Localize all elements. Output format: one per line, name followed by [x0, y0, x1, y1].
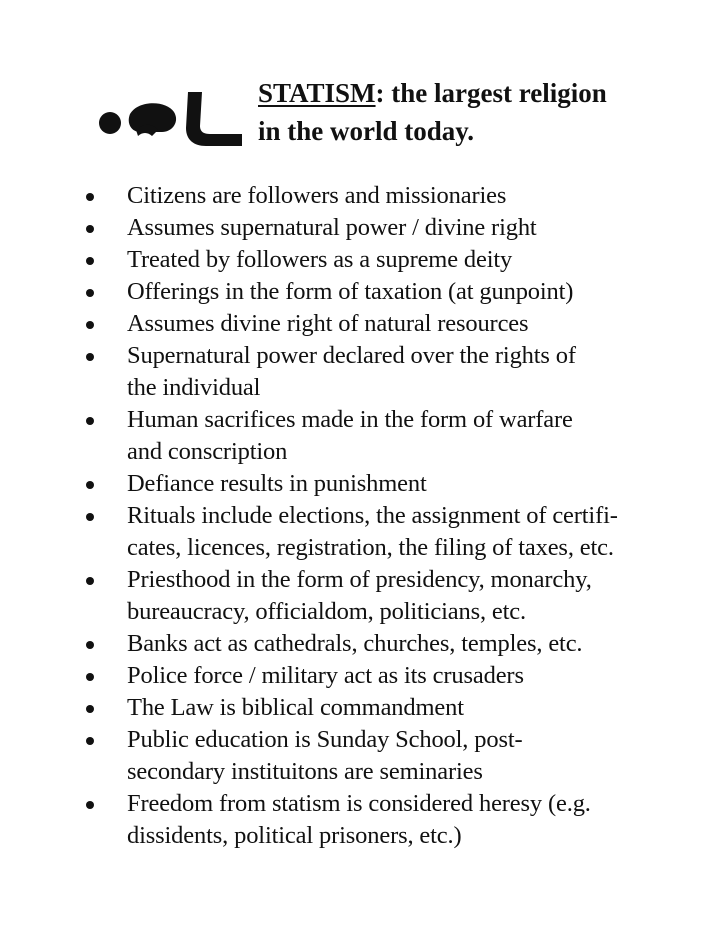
- bullet-icon: [86, 705, 94, 713]
- list-item-text: cates, licences, registration, the filing of taxes, etc.: [127, 534, 614, 561]
- bullet-icon: [86, 289, 94, 297]
- page-title: [258, 74, 698, 150]
- bullet-icon: [86, 193, 94, 201]
- list-item-text: Priesthood in the form of presidency, monarchy,: [127, 566, 592, 593]
- bullet-icon: [86, 481, 94, 489]
- prostrating-figure-icon: [96, 86, 244, 148]
- list-item-text: Freedom from statism is considered heresy (e.g.: [127, 790, 591, 817]
- list-item-text: The Law is biblical commandment: [127, 694, 464, 721]
- list-item-text: Police force / military act as its crusaders: [127, 662, 524, 689]
- list-item-text: the individual: [127, 374, 261, 401]
- bullet-icon: [86, 321, 94, 329]
- list-item: [0, 340, 720, 404]
- bullet-icon: [86, 353, 94, 361]
- list-item: [0, 212, 720, 244]
- list-item-text: Human sacrifices made in the form of warfare: [127, 406, 573, 433]
- title-line-2: in the world today.: [258, 116, 475, 146]
- list-item-text: bureaucracy, officialdom, politicians, etc.: [127, 598, 526, 625]
- list-item: [0, 500, 720, 564]
- list-item: [0, 468, 720, 500]
- list-item-text: Offerings in the form of taxation (at gunpoint): [127, 278, 574, 305]
- bullet-list: [0, 180, 720, 852]
- list-item-text: Defiance results in punishment: [127, 470, 427, 497]
- list-item: [0, 276, 720, 308]
- list-item-text: Assumes divine right of natural resources: [127, 310, 529, 337]
- header: [0, 0, 720, 160]
- list-item-text: Assumes supernatural power / divine right: [127, 214, 537, 241]
- list-item-text: Citizens are followers and missionaries: [127, 182, 507, 209]
- list-item: [0, 724, 720, 788]
- bullet-icon: [86, 417, 94, 425]
- bullet-icon: [86, 737, 94, 745]
- list-item-text: dissidents, political prisoners, etc.): [127, 822, 462, 849]
- bullet-icon: [86, 801, 94, 809]
- bullet-icon: [86, 577, 94, 585]
- bullet-icon: [86, 673, 94, 681]
- list-item-text: Supernatural power declared over the rights of: [127, 342, 576, 369]
- list-item: [0, 180, 720, 212]
- bullet-icon: [86, 513, 94, 521]
- list-item-text: and conscription: [127, 438, 288, 465]
- list-item-text: Public education is Sunday School, post-: [127, 726, 523, 753]
- bullet-icon: [86, 641, 94, 649]
- title-keyword: STATISM: [258, 78, 376, 108]
- list-item-text: Banks act as cathedrals, churches, temples, etc.: [127, 630, 583, 657]
- bullet-icon: [86, 225, 94, 233]
- list-item: [0, 308, 720, 340]
- list-item-text: secondary instituitons are seminaries: [127, 758, 483, 785]
- list-item-text: Rituals include elections, the assignment of certifi-: [127, 502, 618, 529]
- bullet-icon: [86, 257, 94, 265]
- list-item: [0, 564, 720, 628]
- list-item-text: Treated by followers as a supreme deity: [127, 246, 513, 273]
- list-item: [0, 692, 720, 724]
- title-rest: : the largest religion: [375, 78, 607, 108]
- list-item: [0, 244, 720, 276]
- list-item: [0, 788, 720, 852]
- list-item: [0, 660, 720, 692]
- list-item: [0, 628, 720, 660]
- list-item: [0, 404, 720, 468]
